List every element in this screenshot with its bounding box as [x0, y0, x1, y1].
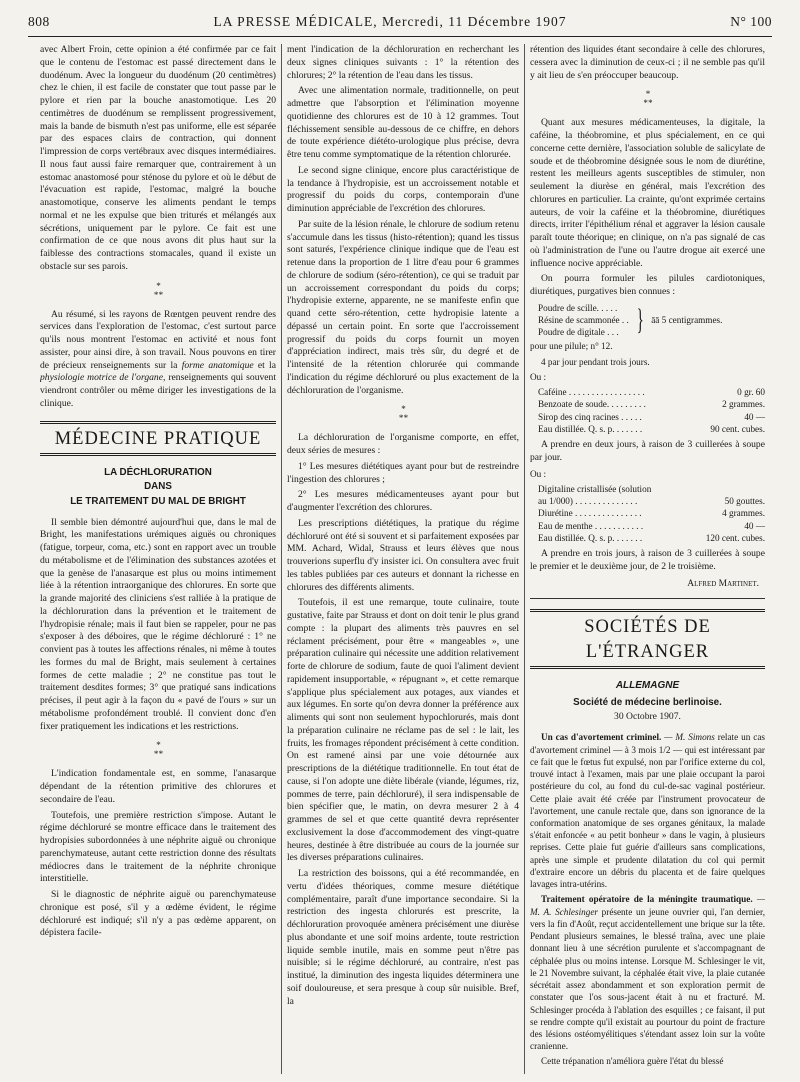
issue-number: N° 100 [730, 14, 772, 29]
article-title: LA DÉCHLORURATION DANS LE TRAITEMENT DU MAL DE BRIGHT [70, 467, 246, 507]
paragraph: On pourra formuler les pilules cardiotoniques, diurétiques, purgatives bien connues : [530, 273, 765, 297]
paragraph: 2° Les mesures médicamenteuses ayant pour but d'augmenter l'excrétion des chlorures. [287, 489, 519, 513]
meeting-date: 30 Octobre 1907. [614, 710, 681, 722]
column-1 [40, 44, 276, 1074]
ingredient: Poudre de digitale . . . [538, 327, 619, 338]
ingredient: Résine de scammonée . . [538, 314, 629, 325]
prescription-intro: Digitaline cristallisée (solution [538, 483, 652, 494]
paragraph: Quant aux mesures médicamenteuses, la digitale, la caféine, la théobromine, et plus spécialement, en ce qui concerne cette dernière, l'association soluble de salicylate de soude et de théobromine désignée sous le nom de diurétine, restent les meilleurs agents susceptibles de stimuler, non seulement la diurèse en général, mais l'excrétion des chlorures en particulier. La crainte, qu'ont exprimée certains auteurs, de voir la caféine et la théobromine, diurétiques directs, irriter l'épithélium rénal et aggraver la lésion causale paraît toute théorique; en clinique, on n'a pas signalé de cas où l'administration de l'une ou l'autre drogue ait exercé une influence nocive appréciable. [530, 117, 765, 269]
pill-line: pour une pilule; n° 12. [530, 341, 613, 352]
ou-label: Ou : [530, 371, 547, 382]
paragraph: avec Albert Froin, cette opinion a été confirmée par ce fait que le contenu de l'estomac est passé directement dans le duodénum. Avec la longueur du duodénum (20 centimètres) chez le chien, il est facile de constater que tout passe par le pylore et rien par la bouche anastomotique. Les 20 centimètres de duodénum se remplissent progressivement, mais la bande de bismuth n'est pas uniforme, elle est séparée par des espaces clairs de contraction, qui donnent l'impression de corps vertébraux avec disques intermédiaires. Il nous faut aussi faire remarquer que, contrairement à un estomac anastomosé pour sténose du pylore et où le début de l'évacuation est rapide, l'estomac, malgré la bouche anastomotique, conserve les aliments pendant le temps normal et ne les expulse que bien triturés et mélangés aux sécrétions, uniquement par le pylore. Ce fait est une confirmation de ce que nous avons dit plus haut sur la faiblesse des contractions stomacales, quand il existe un obstacle sur ses parois. [40, 44, 276, 272]
column-3 [530, 44, 765, 1074]
prescription-row: Eau distillée. Q. s. p. . . . . . . 90 cent. cubes. [538, 423, 765, 434]
paragraph: Les prescriptions diététiques, la pratique du régime déchloruré ont été si souvent et si parfaitement exposées par MM. Achard, Widal, Strauss et leurs élèves que nous trouverions superflu d'y insister ici. On consultera avec fruit les tables publiées par ces auteurs et donnant la richesse en chlorures des différents aliments. [287, 517, 519, 593]
paragraph: La restriction des boissons, qui a été recommandée, en vertu d'idées théoriques, comme mesure diététique complémentaire, paraît d'une importance secondaire. Si la restriction des ingesta chlorurés est prescrite, la déchloruration provoquée amènera précisément une diurèse plus abondante et une soif moins ardente, toute restriction liquide semble inutile, mais en somme peut n'être pas nuisible; si le régime déchloruré, au contraire, n'est pas institué, la diminution des ingesta liquides déterminera une soif douloureuse, et sera presque à coup sûr nuisible. Bref, la [287, 868, 519, 1007]
separator-stars: * * * [153, 280, 163, 300]
prescription-row: au 1/000) . . . . . . . . . . . . . . 50 gouttes. [538, 496, 765, 507]
country-heading: ALLEMAGNE [615, 680, 680, 692]
ingredient: Poudre de scille. . . . . [538, 302, 618, 313]
brace-glyph: } [636, 303, 644, 337]
prescription-2 [538, 483, 765, 544]
column-rule [524, 44, 525, 1074]
section-heading: SOCIÉTÉS DE L'ÉTRANGER [530, 609, 765, 669]
paragraph: A prendre en trois jours, à raison de 3 cuillerées à soupe le premier et le deuxième jour, de 2 le troisième. [530, 548, 765, 572]
prescription-row: Eau de menthe . . . . . . . . . . . 40 — [538, 520, 765, 531]
paragraph: Au résumé, si les rayons de Rœntgen peuvent rendre des services dans l'exploration de l'estomac, c'est surtout parce qu'ils nous montrent l'estomac en activité et nous font assister, pour ainsi dire, à son travail. Nous pouvons en tirer de précieux renseignements sur la forme anatomique et la physiologie motrice de l'organe, renseignements qui souvent viendront contrôler ou même diriger les investigations de la clinique. [40, 308, 276, 409]
paragraph: La déchloruration de l'organisme comporte, en effet, deux séries de mesures : [287, 432, 519, 456]
separator-stars: * * * [153, 740, 163, 760]
pill-dosage: 4 par jour pendant trois jours. [541, 356, 650, 367]
communication: Un cas d'avortement criminel. — M. Simons relate un cas d'avortement criminel — à 3 mois 1/2 — qui est intéressant par ce fait que le fœtus fut expulsé, non par l'orifice externe du col, trouvé intact à l'examen, mais par une plaie occupant la paroi postérieure du col, au fond du cul-de-sac vaginal postérieur. Cette plaie avait été créée par l'instrument provocateur de l'avortement, une canule rectale que, dans son ignorance de la conformation anatomique de ses organes génitaux, la malade s'était enfoncée « au petit bonheur » dans le vagin, à plusieurs reprises. Cette plaie fut guérie d'ailleurs sans complications, après une simple et prudente dilatation du col qui permit d'extraire encore un débris du placenta et de faire quelques lavages intra-utérins. [530, 732, 765, 890]
page-number: 808 [28, 14, 50, 29]
section-heading: MÉDECINE PRATIQUE [40, 421, 276, 457]
journal-title: LA PRESSE MÉDICALE, Mercredi, 11 Décembre 1907 [213, 14, 567, 29]
paragraph: Si le diagnostic de néphrite aiguë ou parenchymateuse chronique est posé, s'il y a œdème évident, le régime déchloruré est indiqué; s'il n'y a pas œdème apparent, on dépistera facile- [40, 889, 276, 939]
prescription-row: Caféine . . . . . . . . . . . . . . . . . 0 gr. 60 [538, 387, 765, 398]
paragraph: Il semble bien démontré aujourd'hui que, dans le mal de Bright, les manifestations urémiques aiguës ou chroniques (fatigue, torpeur, coma, etc.) sont en rapport avec un trouble du métabolisme et de l'élimination des substances azotées et que la genèse de l'anasarque est plus ou moins intimement liée à la rétention intraorganique des chlorures. En sorte que la grande majorité des cliniciens s'est ralliée à la pratique de la déchloruration dans la prévention et le traitement de l'hydropisie rénale; mais il faut bien se rappeler, pour ne pas s'exposer à des déboires, que le régime déchloruré : 1° ne convient pas à toutes les affections rénales, ni même à toutes les formes du mal de Bright, mais seulement à certaines formes de cette maladie ; 2° ne constitue pas tout le traitement desdites formes; 3° que pratiqué sans indications précises, il peut agir à la façon du « pavé de l'ours » sur un métabolisme profondément troublé. Il convient donc d'en fixer pratiquement les indications et les restrictions. [40, 516, 276, 732]
prescription-row: Benzoate de soude. . . . . . . . . 2 grammes. [538, 399, 765, 410]
paragraph: L'indication fondamentale est, en somme, l'anasarque dépendant de la rétention primitive des chlorures et secondaire de l'eau. [40, 768, 276, 805]
paragraph: ment l'indication de la déchloruration en recherchant les deux signes cliniques suivants : 1° la rétention des chlorures; 2° la rétention de l'eau dans les tissus. [287, 44, 519, 81]
communication: Traitement opératoire de la méningite traumatique. — M. A. Schlesinger présente un jeune ouvrier qui, l'an dernier, vers la fin d'Août, reçut accidentellement une brique sur la tête. Pendant plusieurs semaines, le blessé traîna, avec une plaie donnant lieu à une sécrétion purulente et s'accompagnant de céphalée plus ou moins intense. Lorsque M. Schlesinger le vit, le 21 Novembre suivant, la céphalée était vive, la plaie cutanée sécrétait assez abondamment et son exploration permit de constater que l'os sous-jacent était à nu et fracturé. M. Schlesinger procéda à l'ablation des esquilles ; ce faisant, il put se rendre compte qu'il existait au pourtour du point de fracture des lésions ostéomyélitiques s'étendant assez loin sur la voûte cranienne. [530, 894, 765, 1052]
divider [530, 598, 765, 599]
paragraph: rétention des liquides étant secondaire à celle des chlorures, cessera avec la diminution de ceux-ci ; il ne semble pas qu'il y ait lieu de s'en préoccuper beaucoup. [530, 44, 765, 81]
column-rule [281, 44, 282, 1074]
separator-stars: * * * [643, 89, 652, 109]
author-signature: Alfred Martinet. [687, 578, 759, 589]
paragraph: Le second signe clinique, encore plus caractéristique de la tendance à l'hydropisie, est un accroissement notable et progressif du poids du corps, contemporain d'une diminution appréciable de l'excrétion des chlorures. [287, 164, 519, 214]
dose: āā 5 centigrammes. [651, 314, 723, 325]
paragraph: A prendre en deux jours, à raison de 3 cuillerées à soupe par jour. [530, 439, 765, 463]
paragraph: Toutefois, il est une remarque, toute culinaire, toute gustative, faite par Strauss et dont on doit tenir le plus grand compte : la plupart des aliments très pauvres en sel réclament précisément, pour être « mangeables », une préparation culinaire qui nécessite une addition relativement forte de chlorure de sodium, faute de quoi l'aliment devient rapidement insupportable, « répugnant », et cette remarque s'applique plus spécialement aux potages, aux viandes et aux légumes. En sorte qu'on devra donner la préférence aux aliments qui sont non seulement hypochlorurés, mais dont la préparation culinaire ne réclame pas de sel : le lait, les fruits, les fromages répondent précisément à cette condition. On est ramené ainsi par une voie détournée aux prescriptions de la diététique traditionnelle. En tout état de cause, si l'on adopte une diète libérale (viande, légumes, riz, pommes de terre, pain déchloruré), il sera indispensable de bien spécifier que, le matin, on devra mesurer 2 à 4 grammes de sel et que cette quantité devra représenter exclusivement la dose d'accommodement des vingt-quatre heures, destinée à être distribuée au cours de la journée sur les diverses préparations culinaires. [287, 597, 519, 864]
prescription-row: Diurétine . . . . . . . . . . . . . . . 4 grammes. [538, 508, 765, 519]
paragraph: Cette trépanation n'améliora guère l'état du blessé [541, 1056, 724, 1067]
prescription-1 [538, 386, 765, 435]
paragraph: 1° Les mesures diététiques ayant pour but de restreindre l'ingestion des chlorures ; [287, 460, 519, 485]
prescription-row: Sirop des cinq racines . . . . . 40 — [538, 411, 765, 422]
paragraph: Par suite de la lésion rénale, le chlorure de sodium retenu s'accumule dans les tissus (histo-rétention); quand les tissus sont saturés, l'expérience clinique indique que de l'eau est retenue dans la proportion de 1 litre d'eau pour 6 grammes de chlorure de sodium (séro-rétention), ce qui se traduit par un accroissement correspondant du poids du corps; l'hydropisie externe, apparente, ne se manifeste enfin que quand cette séro-rétention, cette hydropisie latente a dépassé un certain point. En sorte que l'accroissement progressif du poids du corps fournit un moyen d'appréciation indirect, mais très sûr, du degré et de l'intensité de la rétention chlorurée qui commande l'indication du régime déchloruré ou plus exactement de la déchloruration de l'organisme. [287, 218, 519, 396]
pill-formula [538, 302, 765, 339]
ou-label: Ou : [530, 468, 547, 479]
column-2 [287, 44, 519, 1074]
paragraph: Toutefois, une première restriction s'impose. Autant le régime déchloruré se montre efficace dans le traitement des hydropisies subordonnées à une néphrite aiguë ou chronique parenchymateuse, autant cette restriction donne des résultats médiocres dans le traitement de la néphrite chronique interstitielle. [40, 809, 276, 885]
page-header [28, 14, 772, 37]
separator-stars: * * * [398, 404, 408, 424]
paragraph: Avec une alimentation normale, traditionnelle, on peut admettre que l'absorption et l'élimination moyenne quotidienne des chlorures est de 10 à 12 grammes. Tout fléchissement sensible au-dessous de ce chiffre, en dehors de toute expérience diététo-urologique plus précise, devra être tenu comme symptomatique de la rétention chlorurée. [287, 85, 519, 160]
prescription-row: Eau distillée. Q. s. p. . . . . . . 120 cent. cubes. [538, 532, 765, 543]
society-heading: Société de médecine berlinoise. [573, 696, 722, 708]
